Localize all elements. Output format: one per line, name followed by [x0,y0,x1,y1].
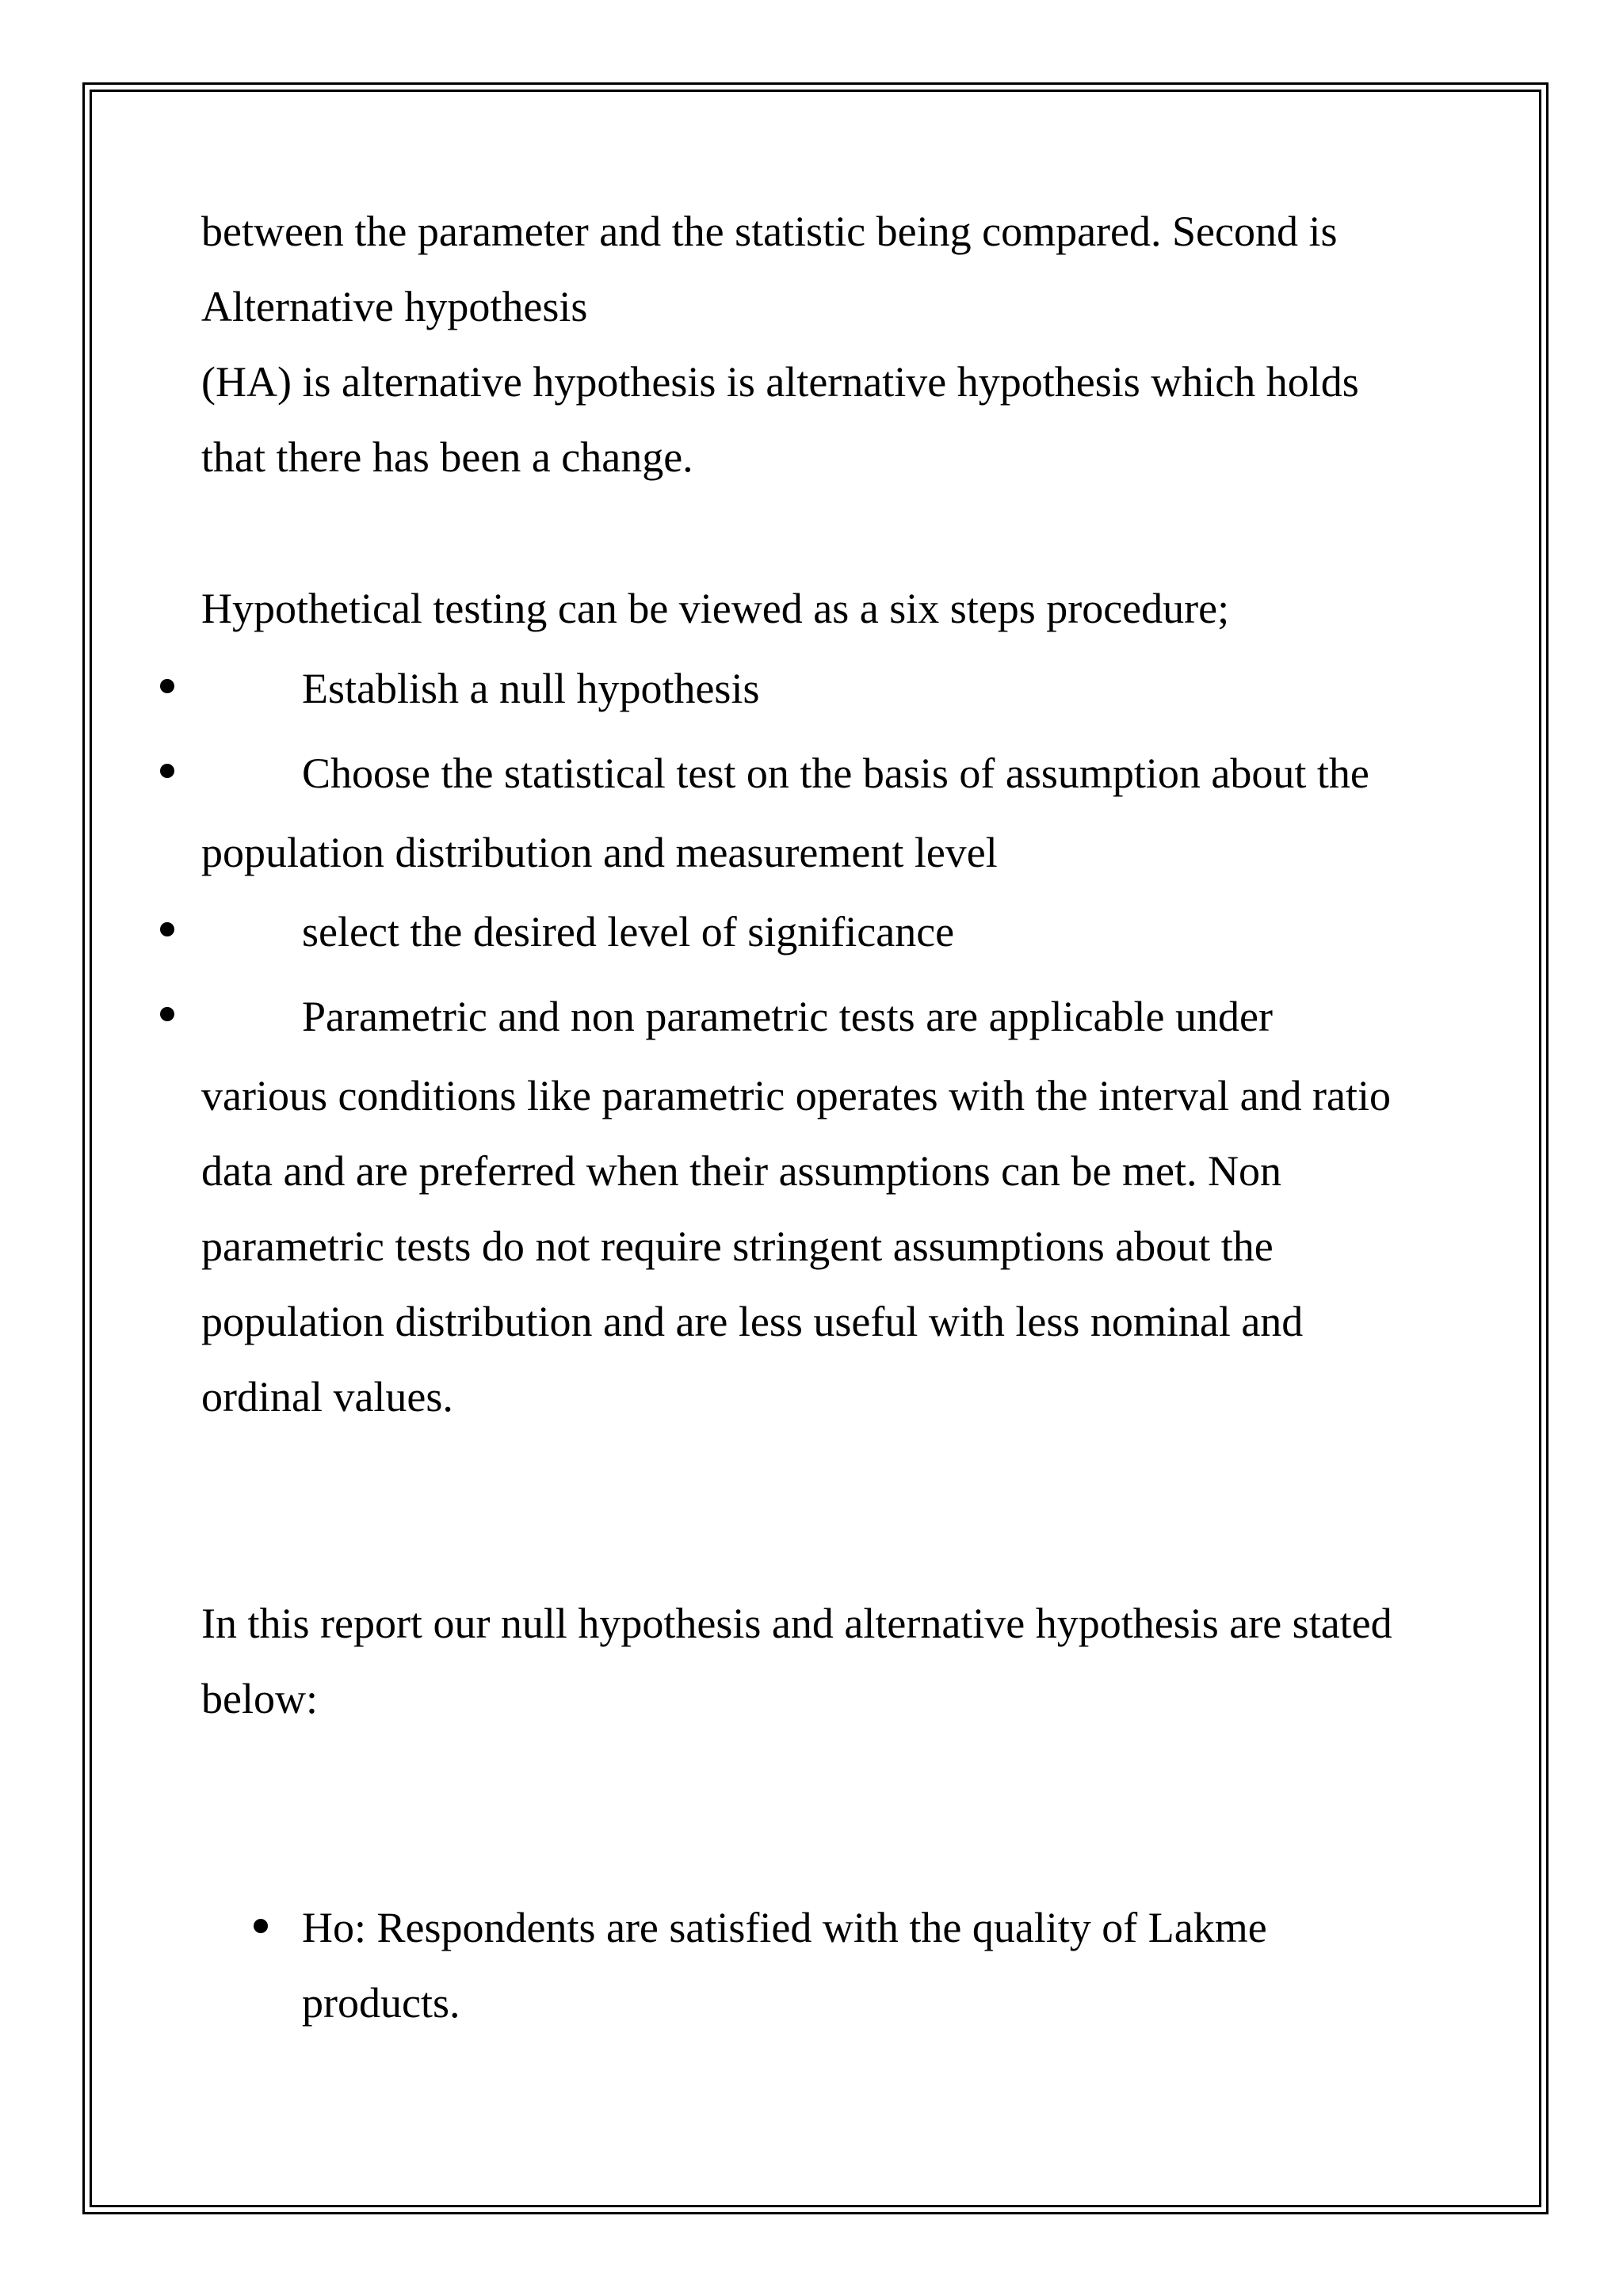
paragraph-line: between the parameter and the statistic being compared. Second is [201,208,1338,255]
step-line: various conditions like parametric operates with the interval and ratio [201,1072,1392,1119]
bullet-icon [254,1919,268,1933]
paragraph-line: Alternative hypothesis [201,283,588,330]
step-line: population distribution and measurement level [201,829,998,876]
step-line: data and are preferred when their assumptions can be met. Non [201,1147,1281,1195]
report-statement-line: below: [201,1675,318,1722]
bullet-icon [160,922,174,936]
step-line: Choose the statistical test on the basis of assumption about the [302,749,1369,797]
bullet-icon [160,764,174,778]
step-line: population distribution and are less useful with less nominal and [201,1298,1304,1345]
step-line: ordinal values. [201,1373,453,1421]
steps-intro: Hypothetical testing can be viewed as a six steps procedure; [201,585,1230,632]
report-statement-line: In this report our null hypothesis and alternative hypothesis are stated [201,1600,1392,1647]
step-line: Establish a null hypothesis [302,665,760,712]
step-line: parametric tests do not require stringent assumptions about the [201,1222,1274,1270]
paragraph-line: (HA) is alternative hypothesis is alternative hypothesis which holds [201,358,1359,406]
bullet-icon [160,679,174,693]
bullet-icon [160,1007,174,1021]
hypothesis-line: Ho: Respondents are satisfied with the quality of Lakme [302,1904,1267,1951]
paragraph-line: that there has been a change. [201,433,693,481]
step-line: select the desired level of significance [302,908,955,955]
step-line: Parametric and non parametric tests are applicable under [302,993,1273,1040]
hypothesis-line: products. [302,1979,460,2027]
